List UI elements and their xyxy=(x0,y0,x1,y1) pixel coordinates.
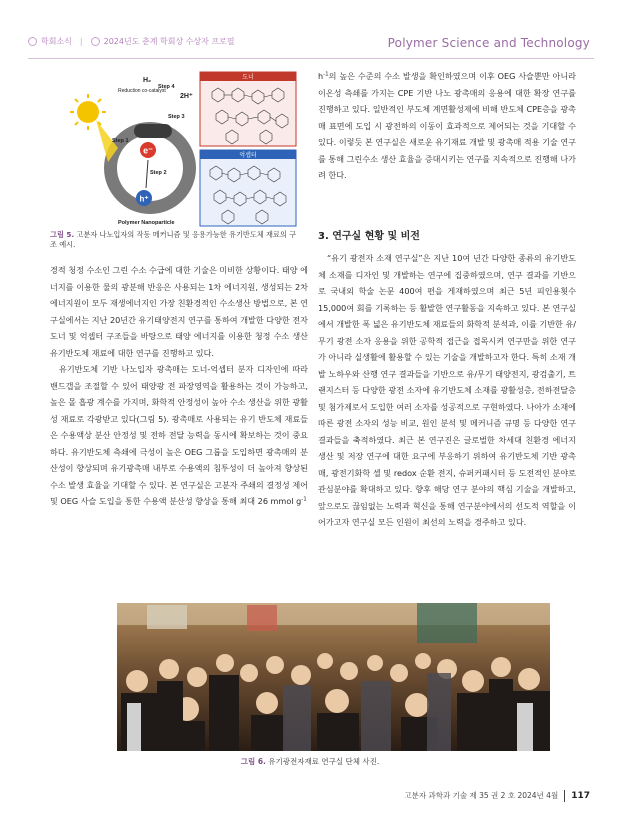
header-subsection: 2024년도 춘계 학회상 수상자 프로필 xyxy=(103,37,235,46)
group-photo-image xyxy=(117,603,550,751)
electron-label: e⁻ xyxy=(143,145,153,156)
right-superscript: -1 xyxy=(323,71,329,78)
figure-6-caption-text: 유기광전자재료 연구실 단체 사진. xyxy=(268,757,380,766)
page-footer xyxy=(404,790,590,802)
reduction-label: Reduction co-catalyst xyxy=(118,88,166,94)
sun-icon xyxy=(70,94,106,130)
header-divider xyxy=(28,58,594,59)
nanoparticle-label: Polymer Nanoparticle xyxy=(118,220,175,226)
step1-label: Step 1 xyxy=(112,138,129,144)
co-catalyst xyxy=(134,124,172,138)
section-3-title: 3. 연구실 현황 및 비전 xyxy=(318,231,420,242)
left-paragraph-1: 경적 청정 수소인 그린 수소 수급에 대한 기술은 미비한 상황이다. 태양 에너지를 이용한 물의 광분해 반응은 사용되는 1차 에너지원, 생성되는 2차 에너지원이 모두 재생에너지인 가장 친환경적인 수소생산 방법으로, 본 연구실에서는 지난 20년간 유기태양전지 연구를 통하여 개발한 다양한 전자 도너 및 억셉터 구조들을 바탕으로 태양 에너지를 이용한 청정 수소 생산 유기반도체 재료에 대한 연구를 진행하고 있다. xyxy=(50,265,308,358)
figure-5-caption-text: 고분자 나노입자의 작동 메커니즘 및 응용가능한 유기반도체 재료의 구조 예시. xyxy=(50,230,297,249)
section-3-paragraph: “유기 광전자 소재 연구실”은 지난 10여 년간 다양한 종류의 유기반도체 소재를 디자인 및 개발하는 연구에 집중하였으며, 연구 결과를 기반으로 국내외 학술 논문 400여 편을 게재하였으며 최근 5년 피인용횟수 15,000여 회를 기록하는 등 활발한 연구활동을 지속하고 있다. 본 연구실에서 개발한 폭 넓은 유기반도체 재료들의 화학적 분석과, 이를 기반한 유/무기 광전 소자 응용을 위한 공학적 접근을 접목시켜 연구만을 위한 연구가 아니라 실생활에 활용할 수 있는 기술을 개발하고자 한다. 특히 소재 개발 노하우와 산행 연구 결과들을 기반으로 유/무기 태양전지, 광검출기, 트랜지스터 등 다양한 광전 소자에 유기반도체 소재를 광활성층, 전하전달층 및 첨가제로서 도입한 여러 소자를 성공적으로 구현하였다. 나아가 소재에 따른 광전 소자의 성능 비교, 원인 분석 및 메커니즘 규명 등 다양한 연구 결과들을 축적하였다. 최근 본 연구진은 글로벌한 차세대 친환경 에너지 생산 및 저장 연구에 대한 요구에 부응하기 위하여 유기반도체 기반 광촉매, 광전기화학 셀 및 redox 순환 전지, 슈퍼커패시터 등 도전적인 분야로 관심분야를 확대하고 있다. 향후 해당 연구 분야의 핵심 기술을 개발하고, 앞으로도 끊임없는 노력과 혁신을 통해 연구분야에서의 선도적 역할을 이어가고자 연구실 모든 인원이 최선의 노력을 경주하고 있다. xyxy=(318,253,576,527)
right-paragraph-1 xyxy=(318,68,576,184)
step2-label: Step 2 xyxy=(150,170,167,176)
hole-label: h⁺ xyxy=(139,194,149,204)
header-separator: | xyxy=(79,37,83,46)
journal-title: Polymer Science and Technology xyxy=(387,36,590,50)
group-photo xyxy=(117,603,550,751)
section-3 xyxy=(318,230,576,531)
right-paragraph-1-text: 의 높은 수준의 수소 발생을 확인하였으며 이후 OEG 사슬뿐만 아니라 이온성 측쇄를 가지는 CPE 기반 나노 광촉매의 응용에 대한 확장 연구를 진행하고 있다. 일반적인 부도체 계면활성제에 비해 반도체 CPE층을 광촉매 표면에 도입 시 광전하의 이동이 효과적으로 제어되는 것을 기대할 수 있다. 이렇듯 본 연구실은 새로운 유기재료 개발 및 광촉매 적용 기술 연구를 통해 그린수소 생산 효율을 증대시키는 연구를 지속적으로 진행해 나가려 한다. xyxy=(318,71,576,180)
acceptor-panel xyxy=(200,150,296,226)
left-paragraph-2 xyxy=(50,361,308,510)
page-header xyxy=(0,0,620,60)
header-breadcrumb xyxy=(28,36,235,47)
figure-5-caption xyxy=(50,230,300,250)
header-section: 학회소식 xyxy=(41,37,72,46)
right-column-top xyxy=(318,68,576,184)
h2-label: H₂ xyxy=(143,77,152,84)
two-h-label: 2H⁺ xyxy=(180,93,193,100)
right-paragraph-lead: h xyxy=(318,71,324,81)
figure-5-caption-label: 그림 5. xyxy=(50,230,75,239)
step3-label: Step 3 xyxy=(168,114,185,120)
left-paragraph-2-text: 유기반도체 기반 나노입자 광촉매는 도너-억셉터 분자 디자인에 따라 밴드갭을 조절할 수 있어 태양광 전 파장영역을 활용하는 것이 가능하고, 높은 몰 흡광 계수를 가지며, 화학적 안정성이 높아 수소 생산을 위한 광활성 재료로 각광받고 있다(그림 5). 광촉매로 사용되는 유기 반도체 재료들은 수용액상 분산 안정성 및 전하 전달 능력을 동시에 확보하는 것이 중요하다. 유기반도체 측쇄에 극성이 높은 OEG 그룹을 도입하면 광촉매의 분산성이 향상되며 유기광촉매 내부로 수용액의 침투성이 더 높아져 향상된 수소 발생 효율을 기대할 수 있다. 본 연구실은 고분자 주쇄의 결정성 제어 및 OEG 사슬 도입을 통한 수용액 분산성 향상을 통해 최대 26 mmol g xyxy=(50,364,308,506)
acceptor-label: 억셉터 xyxy=(239,152,257,159)
step4-label: Step 4 xyxy=(158,84,175,90)
footer-journal: 고분자 과학과 기술 제 35 권 2 호 2024년 4월 xyxy=(404,791,559,800)
circle-bullet-icon xyxy=(28,37,37,46)
left-superscript: -1 xyxy=(301,496,307,503)
page-number: 117 xyxy=(571,791,590,801)
circle-bullet-icon xyxy=(91,37,100,46)
footer-divider xyxy=(564,790,565,802)
figure-5-diagram xyxy=(50,70,300,228)
donor-label: 도너 xyxy=(242,74,254,81)
figure-6-caption-label: 그림 6. xyxy=(240,757,266,766)
donor-panel xyxy=(200,72,296,146)
figure-6-caption xyxy=(0,756,620,767)
left-column xyxy=(50,262,308,510)
figure-5 xyxy=(50,70,300,228)
